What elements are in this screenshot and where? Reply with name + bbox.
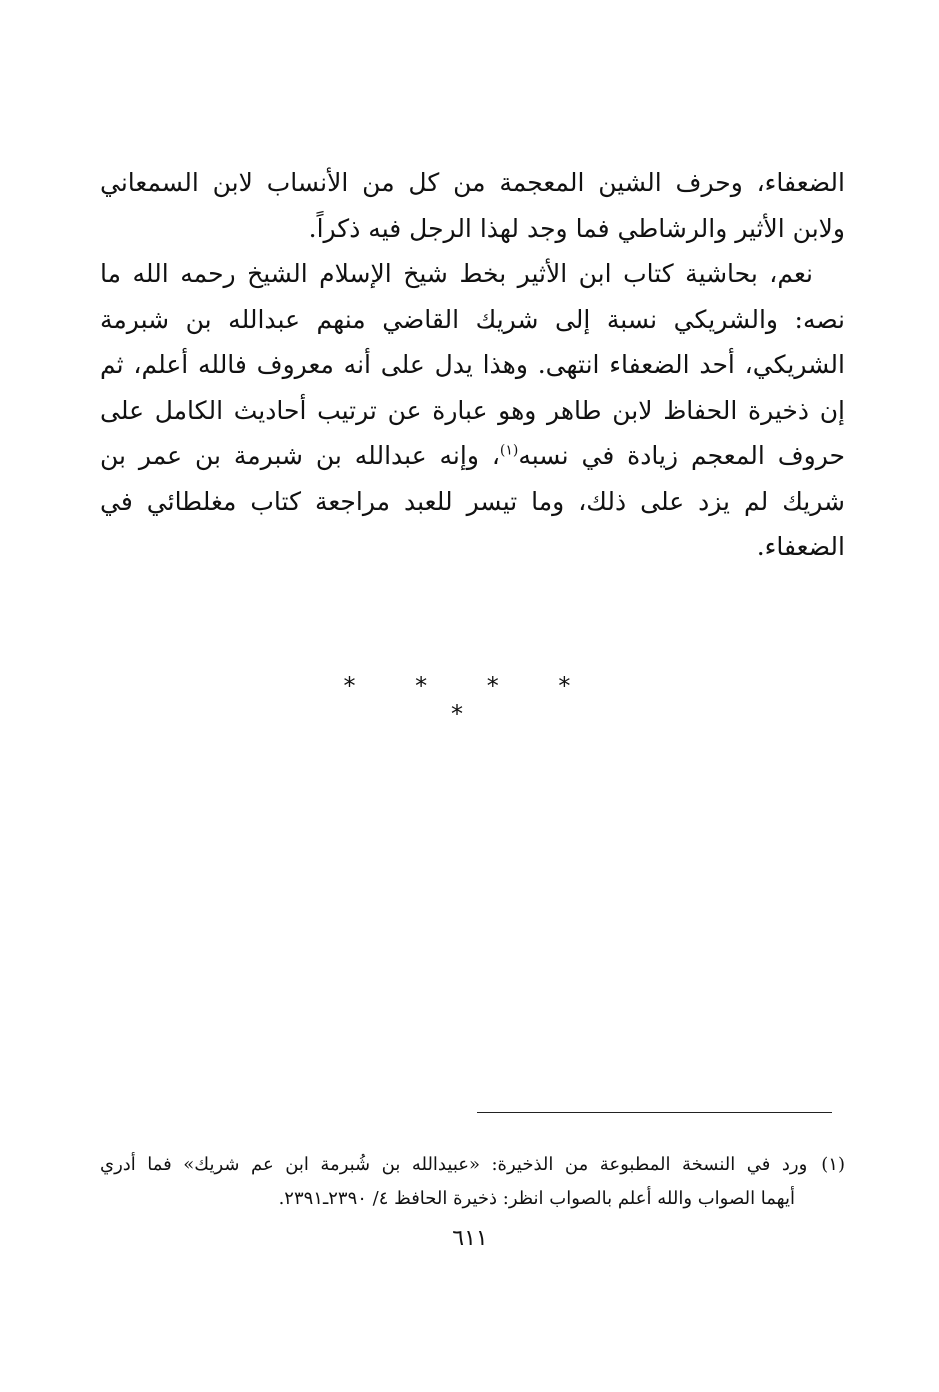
footnote-line-2: أيهما الصواب والله أعلم بالصواب انظر: ذخيرة الحافظ ٤/ ٢٣٩٠ـ٢٣٩١. [278,1188,795,1209]
main-text-block [100,160,845,570]
section-separator-stars: * * * * * [343,672,597,728]
page-number: ٦١١ [452,1226,488,1251]
paragraph-1 [100,160,845,251]
footnote-line-1-text: ورد في النسخة المطبوعة من الذخيرة: «عبيدالله بن شُبرمة ابن عم شريك» فما أدري [100,1154,808,1175]
footnote-marker: (١) [821,1154,845,1175]
footnote-divider [477,1112,832,1113]
paragraph-1-text: الضعفاء، وحرف الشين المعجمة من كل من الأنساب لابن السمعاني ولابن الأثير والرشاطي فما وجد لهذا الرجل فيه ذكراً. [100,168,845,243]
paragraph-2-text-end: ، وإنه عبدالله بن شبرمة بن عمر بن شريك لم يزد على ذلك، وما تيسر للعبد مراجعة كتاب مغلطائي في الضعفاء. [100,441,845,561]
paragraph-2 [100,251,845,570]
footnote [100,1148,845,1216]
footnote-line-1 [100,1148,845,1182]
paragraph-2-text-start: نعم، بحاشية كتاب ابن الأثير بخط شيخ الإسلام الشيخ رحمه الله ما نصه: والشريكي نسبة إلى شريك القاضي منهم عبدالله بن شبرمة الشريكي، أحد الضعفاء انتهى. وهذا يدل على أنه معروف فالله أعلم، ثم إن ذخيرة الحفاظ لابن طاهر وهو عبارة عن ترتيب أحاديث الكامل على حروف المعجم زيادة في نسبه [100,259,845,470]
footnote-reference[interactable]: (١) [499,442,519,459]
